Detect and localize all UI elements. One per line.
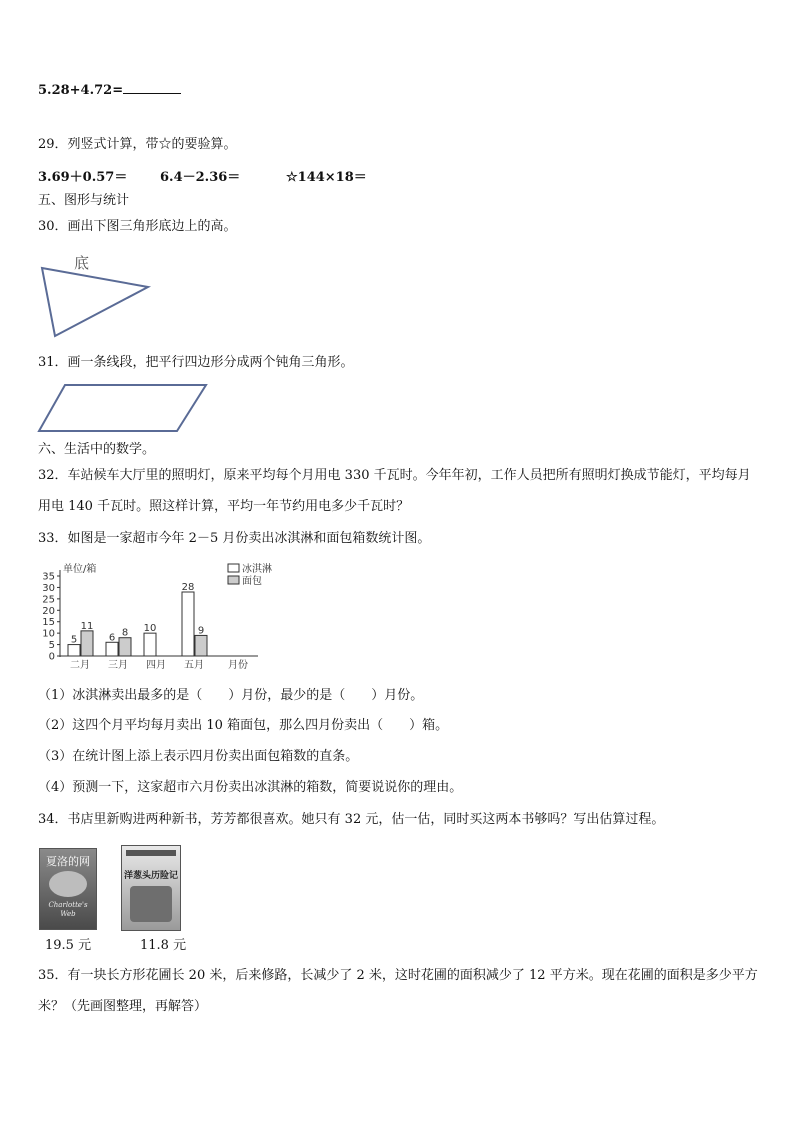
bar-chart <box>34 560 272 675</box>
bar <box>182 592 194 656</box>
q35-text: 35．有一块长方形花圃长 20 米，后来修路，长减少了 2 米，这时花圃的面积减少了 12 平方米。现在花圃的面积是多少平方米？（先画图整理，再解答） <box>38 968 758 1014</box>
y-tick-label: 0 <box>48 651 55 663</box>
q29-expr-1: 3.69＋0.57＝ <box>38 170 128 185</box>
book-2-title: 洋葱头历险记 <box>123 871 178 881</box>
q34-text: 34．书店里新购进两种新书，芳芳都很喜欢。她只有 32 元，估一估，同时买这两本书够吗？写出估算过程。 <box>38 812 665 827</box>
legend-swatch <box>228 564 239 572</box>
x-tick-label: 三月 <box>108 660 128 671</box>
y-tick-label: 10 <box>42 628 55 640</box>
q32-text: 32．车站候车大厅里的照明灯，原来平均每个月用电 330 千瓦时。今年年初，工作人员把所有照明灯换成节能灯，平均每月用电 140 千瓦时。照这样计算，平均一年节约用电多少千瓦时？ <box>38 468 751 514</box>
bar-value-label: 28 <box>181 582 195 593</box>
section-6-heading: 六、生活中的数学。 <box>38 442 156 457</box>
legend-swatch <box>228 576 239 584</box>
q33-sub2: （2）这四个月平均每月卖出 10 箱面包，那么四月份卖出（ ）箱。 <box>38 718 449 733</box>
legend-label: 面包 <box>242 576 262 587</box>
book-1-illustration <box>49 871 87 897</box>
y-tick-label: 25 <box>42 594 55 606</box>
triangle-shape <box>42 268 148 336</box>
book-2-price: 11.8 元 <box>140 938 187 953</box>
y-tick-label: 5 <box>48 640 55 652</box>
bar-value-label: 8 <box>121 627 129 639</box>
y-tick-label: 30 <box>42 582 55 594</box>
q33-sub4: （4）预测一下，这家超市六月份卖出冰淇淋的箱数，简要说说你的理由。 <box>38 780 463 795</box>
x-tick-label: 五月 <box>184 660 204 671</box>
book-2-illustration <box>130 886 172 922</box>
legend-label: 冰淇淋 <box>242 564 272 575</box>
parallelogram-figure <box>36 382 212 434</box>
q33-title: 33．如图是一家超市今年 2－5 月份卖出冰淇淋和面包箱数统计图。 <box>38 531 431 546</box>
book-2-banner <box>126 850 176 856</box>
book-cover-onion-adventure <box>121 845 181 931</box>
y-tick-label: 15 <box>42 617 55 629</box>
chart-legend <box>228 562 272 587</box>
section-5-heading: 五、图形与统计 <box>38 193 130 208</box>
q29-title: 29．列竖式计算，带☆的要验算。 <box>38 137 237 152</box>
q33-sub3: （3）在统计图上添上表示四月份卖出面包箱数的直条。 <box>38 749 359 764</box>
bar <box>195 635 207 656</box>
bar <box>81 631 93 656</box>
q31-title: 31．画一条线段，把平行四边形分成两个钝角三角形。 <box>38 355 354 370</box>
bar-value-label: 10 <box>143 623 157 635</box>
bar-value-label: 5 <box>70 634 78 646</box>
book-1-price: 19.5 元 <box>45 938 92 953</box>
q29-expr-3: ☆144×18＝ <box>286 170 367 185</box>
y-tick-label: 35 <box>42 571 55 583</box>
y-axis-label: 单位/箱 <box>63 564 97 575</box>
book-cover-charlottes-web <box>39 848 97 930</box>
parallelogram-shape <box>39 385 206 431</box>
bar-value-label: 11 <box>80 620 94 632</box>
book-1-title: 夏洛的网 <box>46 855 90 868</box>
x-tick-label: 四月 <box>146 660 166 671</box>
q29-expr-2: 6.4－2.36＝ <box>160 170 241 185</box>
triangle-figure <box>36 250 156 340</box>
bar <box>144 633 156 656</box>
triangle-base-label: 底 <box>74 254 90 272</box>
bar-value-label: 6 <box>108 632 116 644</box>
chart-marks <box>68 582 207 656</box>
x-axis-label: 月份 <box>228 660 248 671</box>
bar <box>106 642 118 656</box>
x-tick-label: 二月 <box>70 660 90 671</box>
q28-expression: 5.28+4.72= <box>38 81 181 101</box>
bar <box>119 638 131 656</box>
y-tick-label: 20 <box>42 605 55 617</box>
book-1-subtitle: Charlotte's Web <box>48 901 88 918</box>
q30-title: 30．画出下图三角形底边上的高。 <box>38 219 237 234</box>
q33-sub1: （1）冰淇淋卖出最多的是（ ）月份，最少的是（ ）月份。 <box>38 688 424 703</box>
bar <box>68 645 80 656</box>
bar-value-label: 9 <box>197 625 205 637</box>
answer-blank[interactable] <box>123 81 181 94</box>
